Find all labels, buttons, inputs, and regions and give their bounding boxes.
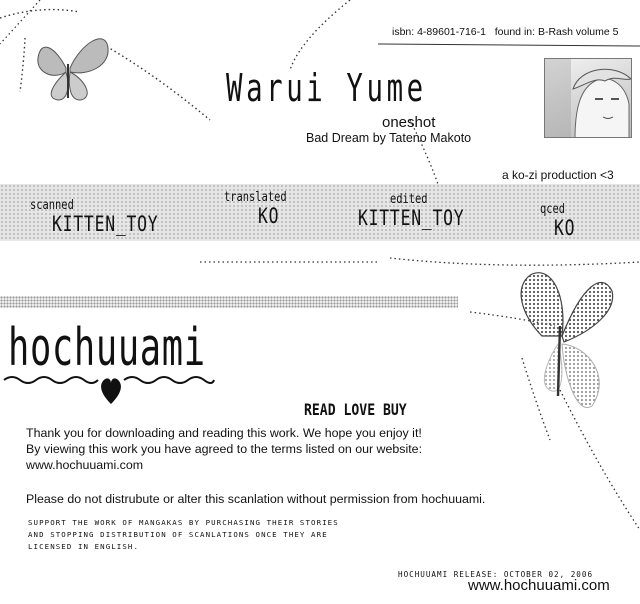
found-in: found in: B-Rash volume 5: [494, 26, 619, 38]
release-date: HOCHUUAMI RELEASE: OCTOBER 02, 2006: [398, 570, 594, 579]
staff-name-translated: KO: [258, 204, 280, 228]
dotted-divider: [0, 296, 458, 308]
message-line-2: By viewing this work you have agreed to the terms listed on our website:: [26, 442, 423, 456]
staff-role-scanned: scanned: [30, 198, 74, 213]
support-line-3: LICENSED IN ENGLISH.: [28, 542, 139, 551]
brand-logo: hochuuami: [8, 318, 206, 378]
staff-role-translated: translated: [224, 190, 287, 205]
message-line-4: Please do not distrubute or alter this scanlation without permission from hochuuami.: [26, 492, 486, 506]
staff-role-qced: qced: [540, 202, 566, 217]
page-title: Warui Yume: [226, 66, 427, 110]
support-line-2: AND STOPPING DISTRIBUTION OF SCANLATIONS ONCE THEY ARE: [28, 530, 328, 539]
website-link[interactable]: www.hochuuami.com: [26, 458, 144, 472]
staff-name-qced: KO: [554, 216, 576, 240]
staff-name-scanned: KITTEN_TOY: [52, 212, 159, 236]
isbn: isbn: 4-89601-716-1: [392, 26, 486, 38]
heart-icon: [101, 378, 121, 404]
support-line-1: SUPPORT THE WORK OF MANGAKAS BY PURCHASING THEIR STORIES: [28, 518, 339, 527]
staff-role-edited: edited: [390, 192, 428, 207]
butterfly-halftone-icon: [521, 273, 613, 408]
staff-name-edited: KITTEN_TOY: [358, 206, 465, 230]
brand-motto: READ LOVE BUY: [304, 400, 407, 419]
footer-website-link[interactable]: www.hochuuami.com: [468, 577, 610, 594]
character-thumbnail: [544, 58, 632, 138]
author-credit: Bad Dream by Tateno Makoto: [306, 131, 472, 145]
butterfly-icon: [38, 39, 108, 100]
isbn-line: [392, 26, 618, 38]
support-notice: [28, 517, 339, 553]
production-credit: a ko-zi production <3: [502, 168, 614, 182]
work-type: oneshot: [382, 114, 436, 131]
message-line-1: Thank you for downloading and reading this work. We hope you enjoy it!: [26, 426, 422, 440]
